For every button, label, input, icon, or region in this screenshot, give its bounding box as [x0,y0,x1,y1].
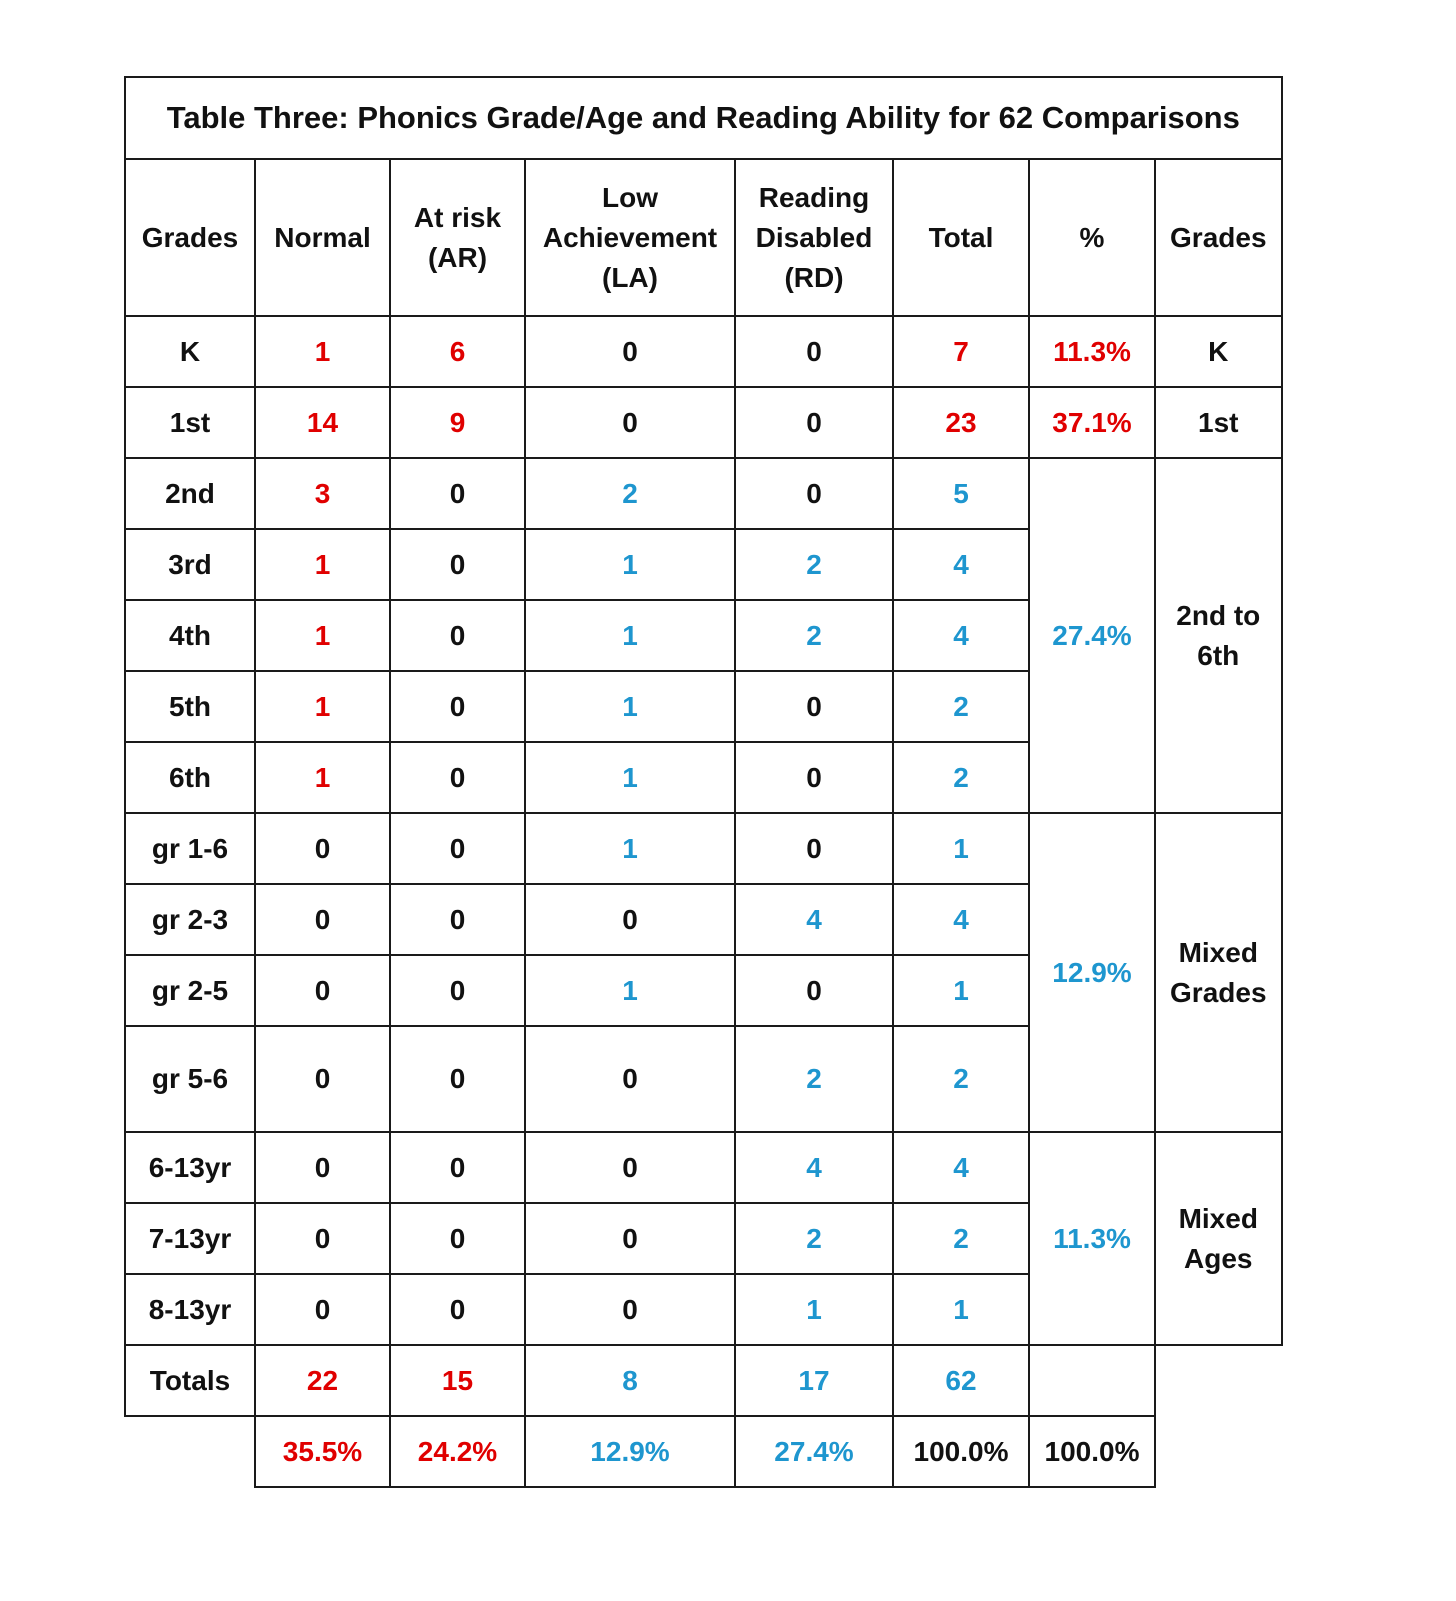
low-achievement-cell: 0 [525,1274,735,1345]
reading-disabled-cell: 0 [735,742,893,813]
reading-disabled-cell: 4 [735,884,893,955]
header-reading-disabled: Reading Disabled (RD) [735,159,893,316]
header-low-achievement: Low Achievement (LA) [525,159,735,316]
group-label-cell: K [1155,316,1282,387]
grade-cell: 6-13yr [125,1132,255,1203]
total-cell: 5 [893,458,1029,529]
group-label-cell: 1st [1155,387,1282,458]
reading-disabled-cell: 2 [735,1026,893,1132]
low-achievement-cell: 1 [525,600,735,671]
total-cell: 2 [893,1203,1029,1274]
header-at-risk: At risk (AR) [390,159,525,316]
group-percent-cell: 37.1% [1029,387,1155,458]
at-risk-cell: 0 [390,600,525,671]
table-row [125,387,1282,458]
header-percent: % [1029,159,1155,316]
table-row [125,316,1282,387]
normal-cell: 1 [255,529,390,600]
percent-at-risk: 24.2% [390,1416,525,1487]
total-cell: 7 [893,316,1029,387]
percent-normal: 35.5% [255,1416,390,1487]
low-achievement-cell: 0 [525,1132,735,1203]
at-risk-cell: 0 [390,742,525,813]
reading-disabled-cell: 0 [735,671,893,742]
grade-cell: 5th [125,671,255,742]
low-achievement-cell: 0 [525,1203,735,1274]
normal-cell: 0 [255,1026,390,1132]
reading-disabled-cell: 0 [735,813,893,884]
group-percent-cell: 11.3% [1029,316,1155,387]
total-low-achievement: 8 [525,1345,735,1416]
total-cell: 4 [893,600,1029,671]
at-risk-cell: 6 [390,316,525,387]
header-row [125,159,1282,316]
low-achievement-cell: 0 [525,884,735,955]
table-title: Table Three: Phonics Grade/Age and Reading Ability for 62 Comparisons [125,77,1282,159]
empty-cell [1155,1345,1282,1416]
at-risk-cell: 0 [390,813,525,884]
at-risk-cell: 0 [390,1132,525,1203]
grade-cell: 8-13yr [125,1274,255,1345]
grade-cell: gr 2-3 [125,884,255,955]
total-cell: 4 [893,1132,1029,1203]
totals-row [125,1345,1282,1416]
reading-disabled-cell: 2 [735,1203,893,1274]
normal-cell: 0 [255,955,390,1026]
low-achievement-cell: 0 [525,387,735,458]
low-achievement-cell: 1 [525,813,735,884]
total-cell: 2 [893,1026,1029,1132]
low-achievement-cell: 0 [525,1026,735,1132]
total-cell: 1 [893,955,1029,1026]
totals-label: Totals [125,1345,255,1416]
low-achievement-cell: 2 [525,458,735,529]
reading-disabled-cell: 0 [735,316,893,387]
at-risk-cell: 0 [390,671,525,742]
reading-disabled-cell: 0 [735,387,893,458]
at-risk-cell: 0 [390,1203,525,1274]
empty-cell [125,1416,255,1487]
at-risk-cell: 0 [390,1274,525,1345]
group-percent-cell: 11.3% [1029,1132,1155,1345]
reading-disabled-cell: 4 [735,1132,893,1203]
low-achievement-cell: 1 [525,742,735,813]
grade-cell: 1st [125,387,255,458]
grade-cell: gr 5-6 [125,1026,255,1132]
normal-cell: 1 [255,742,390,813]
at-risk-cell: 9 [390,387,525,458]
total-cell: 4 [893,884,1029,955]
percent-percent: 100.0% [1029,1416,1155,1487]
normal-cell: 0 [255,1132,390,1203]
at-risk-cell: 0 [390,529,525,600]
total-all: 62 [893,1345,1029,1416]
reading-disabled-cell: 1 [735,1274,893,1345]
group-percent-cell: 12.9% [1029,813,1155,1132]
normal-cell: 1 [255,316,390,387]
total-percent-empty [1029,1345,1155,1416]
reading-disabled-cell: 2 [735,600,893,671]
table-row [125,458,1282,529]
total-normal: 22 [255,1345,390,1416]
table-row [125,813,1282,884]
at-risk-cell: 0 [390,955,525,1026]
total-reading-disabled: 17 [735,1345,893,1416]
reading-disabled-cell: 2 [735,529,893,600]
percent-low-achievement: 12.9% [525,1416,735,1487]
normal-cell: 0 [255,813,390,884]
total-cell: 1 [893,1274,1029,1345]
table-row [125,1132,1282,1203]
group-label-cell: 2nd to 6th [1155,458,1282,813]
header-grades-group: Grades [1155,159,1282,316]
grade-cell: 4th [125,600,255,671]
grade-cell: 7-13yr [125,1203,255,1274]
total-cell: 2 [893,671,1029,742]
percent-row [125,1416,1282,1487]
percent-reading-disabled: 27.4% [735,1416,893,1487]
normal-cell: 3 [255,458,390,529]
normal-cell: 1 [255,671,390,742]
grade-cell: 3rd [125,529,255,600]
at-risk-cell: 0 [390,458,525,529]
grade-cell: gr 2-5 [125,955,255,1026]
group-percent-cell: 27.4% [1029,458,1155,813]
normal-cell: 0 [255,884,390,955]
total-cell: 1 [893,813,1029,884]
at-risk-cell: 0 [390,884,525,955]
low-achievement-cell: 1 [525,529,735,600]
total-cell: 2 [893,742,1029,813]
reading-disabled-cell: 0 [735,458,893,529]
percent-total: 100.0% [893,1416,1029,1487]
total-cell: 4 [893,529,1029,600]
normal-cell: 14 [255,387,390,458]
normal-cell: 1 [255,600,390,671]
low-achievement-cell: 1 [525,955,735,1026]
grade-cell: gr 1-6 [125,813,255,884]
group-label-cell: Mixed Ages [1155,1132,1282,1345]
header-total: Total [893,159,1029,316]
phonics-table-container [124,76,1283,1488]
grade-cell: 6th [125,742,255,813]
total-at-risk: 15 [390,1345,525,1416]
group-label-cell: Mixed Grades [1155,813,1282,1132]
total-cell: 23 [893,387,1029,458]
grade-cell: K [125,316,255,387]
header-normal: Normal [255,159,390,316]
reading-disabled-cell: 0 [735,955,893,1026]
phonics-table [124,76,1283,1488]
grade-cell: 2nd [125,458,255,529]
header-grades: Grades [125,159,255,316]
normal-cell: 0 [255,1203,390,1274]
empty-cell [1155,1416,1282,1487]
low-achievement-cell: 0 [525,316,735,387]
low-achievement-cell: 1 [525,671,735,742]
at-risk-cell: 0 [390,1026,525,1132]
normal-cell: 0 [255,1274,390,1345]
